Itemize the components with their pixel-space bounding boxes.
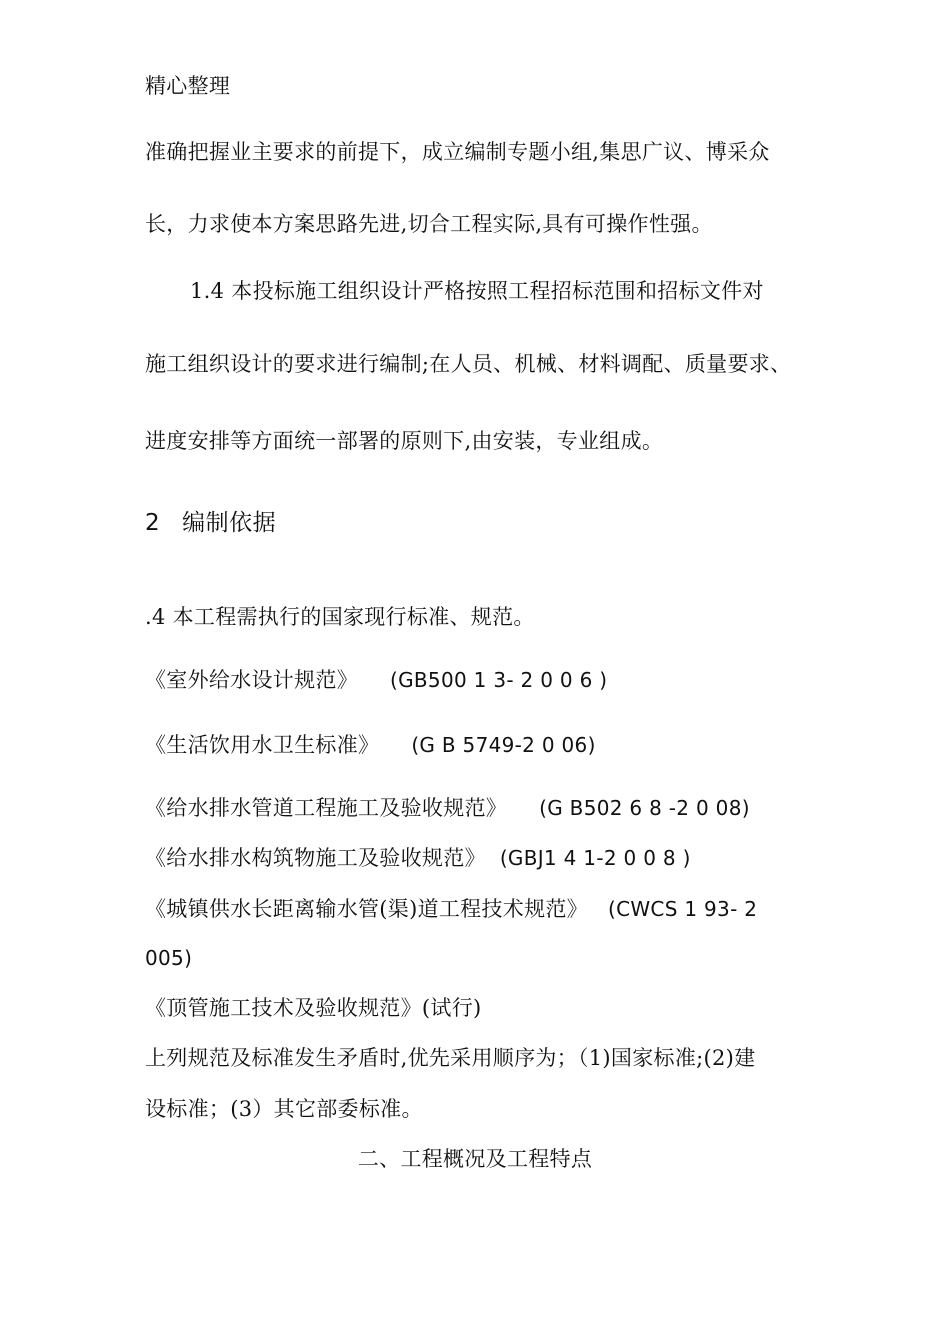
intro-paragraph-1-line-2: 长，力求使本方案思路先进,切合工程实际,具有可操作性强。 xyxy=(145,212,713,236)
standard-name: 《给水排水构筑物施工及验收规范》 xyxy=(145,846,486,870)
standard-code: (G B 5749-2 0 06) xyxy=(411,733,596,757)
priority-line-1: 上列规范及标准发生矛盾时,优先采用顺序为；（1)国家标准;(2)建 xyxy=(145,1046,756,1070)
standard-code-continuation xyxy=(145,944,192,972)
priority-line-2: 设标准；(3）其它部委标准。 xyxy=(145,1097,423,1121)
standard-code: (CWCS 1 93- 2 xyxy=(607,897,758,921)
section-2-title: 编制依据 xyxy=(182,510,277,536)
standard-item xyxy=(145,731,596,759)
intro-paragraph-2-line-1: 1.4 本投标施工组织设计严格按照工程招标范围和招标文件对 xyxy=(190,279,764,303)
standard-name: 《室外给水设计规范》 xyxy=(145,668,358,692)
standard-item xyxy=(145,994,481,1022)
standard-item xyxy=(145,794,750,822)
standard-code: (GBJ1 4 1-2 0 0 8 ) xyxy=(499,846,691,870)
intro-paragraph-1-line-1: 准确把握业主要求的前提下，成立编制专题小组,集思广议、博采众 xyxy=(145,140,770,164)
standard-code-cont: 005) xyxy=(145,946,193,970)
standard-name: 《生活饮用水卫生标准》 xyxy=(145,733,380,757)
standard-item xyxy=(145,844,691,872)
chapter-2-title: 二、工程概况及工程特点 xyxy=(357,1147,593,1171)
standard-name: 《城镇供水长距离输水管(渠)道工程技术规范》 xyxy=(145,897,588,921)
intro-paragraph-2-line-2: 施工组织设计的要求进行编制;在人员、机械、材料调配、质量要求、 xyxy=(145,352,792,376)
page-header: 精心整理 xyxy=(145,74,231,98)
standard-item xyxy=(145,895,757,923)
section-2-heading xyxy=(145,509,276,537)
intro-paragraph-2-line-3: 进度安排等方面统一部署的原则下,由安装，专业组成。 xyxy=(145,429,664,453)
standard-code: (GB500 1 3- 2 0 0 6 ) xyxy=(390,668,608,692)
section-2-number: 2 xyxy=(145,510,161,536)
standard-name: 《给水排水管道工程施工及验收规范》 xyxy=(145,796,508,820)
standard-item xyxy=(145,666,607,694)
standards-lead: .4 本工程需执行的国家现行标准、规范。 xyxy=(145,605,535,629)
standard-code: (G B502 6 8 -2 0 08) xyxy=(539,796,750,820)
standard-name: 《顶管施工技术及验收规范》(试行) xyxy=(145,996,482,1020)
